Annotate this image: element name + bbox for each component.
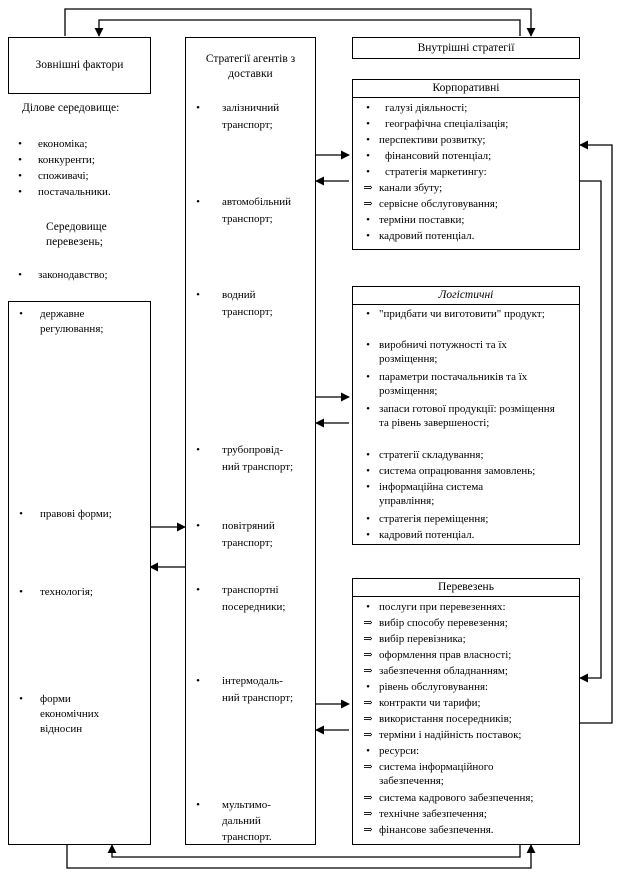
delivery-agents-box (185, 37, 316, 845)
internal-strategies-title: Внутрішні стратегії (417, 42, 515, 54)
delivery-agents-title-line1: Стратегії агентів з (205, 53, 296, 65)
transport-item: ⇒ використання посередників; (363, 713, 512, 725)
logistic-item: • стратегія переміщення; (366, 513, 489, 525)
logistic-item: • кадровий потенціал. (366, 529, 475, 541)
external-item: • законодавство; (18, 269, 108, 281)
internal-strategies-box (352, 37, 580, 59)
arrow-external-to-internal (65, 9, 531, 36)
transport-item: ⇒ забезпечення обладнанням; (363, 665, 508, 677)
logistic-item: • параметри постачальників та їх розміщення; (366, 371, 528, 397)
transport-item: ⇒ вибір перевізника; (363, 633, 466, 645)
transport-item: • рівень обслуговування: (366, 681, 489, 693)
transport-strategies-title: Перевезень (353, 579, 579, 597)
external-item: • економіка; (18, 138, 88, 150)
logistic-item: • запаси готової продукції: розміщення та рівень завершеності; (366, 403, 555, 429)
logistic-item: • стратегії складування; (366, 449, 484, 461)
agent-item: • транспортні посередники; (196, 584, 286, 613)
agent-item: • водний транспорт; (196, 289, 273, 318)
corporate-item: • стратегія маркетингу: (366, 166, 487, 178)
logistic-strategies-title: Логістичні (353, 287, 579, 305)
corporate-item: • географічна спеціалізація; (366, 118, 509, 130)
external-factors-lower-box (8, 301, 151, 845)
corporate-item: • кадровий потенціал. (366, 230, 475, 242)
corporate-item: ⇒ канали збуту; (363, 182, 443, 194)
transport-environment-title-line2: перевезень; (46, 236, 103, 248)
agent-item: • автомобільний транспорт; (196, 196, 292, 225)
arrow-transport-to-external (112, 845, 520, 857)
logistic-item: • виробничі потужності та їх розміщення; (366, 339, 507, 365)
external-item: • конкуренти; (18, 154, 95, 166)
transport-item: ⇒ технічне забезпечення; (363, 808, 487, 820)
arrow-internal-to-agents (99, 20, 520, 36)
delivery-agents-title-line2: доставки (228, 68, 273, 80)
transport-item: ⇒ система інформаційного забезпечення; (363, 761, 494, 787)
transport-item: • ресурси: (366, 745, 420, 757)
external-item: • правові форми; (19, 508, 112, 520)
logistic-item: • система опрацювання замовлень; (366, 465, 536, 477)
corporate-item: ⇒ сервісне обслуговування; (363, 198, 498, 210)
transport-strategies-box (352, 578, 580, 845)
external-item: • споживачі; (18, 170, 89, 182)
arrow-loop-corporate-to-transport (578, 181, 601, 678)
external-factors-title: Зовнішні фактори (35, 59, 124, 71)
agent-item: • інтермодаль- ний транспорт; (196, 675, 294, 704)
transport-environment-title-line1: Середовище (46, 221, 107, 233)
logistic-item: • "придбати чи виготовити" продукт; (366, 308, 545, 320)
external-item: • форми економічних відносин (19, 693, 100, 735)
corporate-item: • терміни поставки; (366, 214, 465, 226)
agent-item: • залізничний транспорт; (196, 102, 280, 131)
corporate-item: • галузі діяльності; (366, 102, 468, 114)
agent-item: • повітряний транспорт; (196, 520, 275, 549)
transport-item: ⇒ вибір способу перевезення; (363, 617, 508, 629)
logistic-item: • інформаційна система управління; (366, 481, 484, 507)
transport-item: ⇒ контракти чи тарифи; (363, 697, 481, 709)
transport-item: ⇒ система кадрового забезпечення; (363, 792, 534, 804)
corporate-item: • фінансовий потенціал; (366, 150, 492, 162)
corporate-strategies-title: Корпоративні (353, 80, 579, 98)
external-item: • технологія; (19, 586, 93, 598)
transport-item: ⇒ оформлення прав власності; (363, 649, 512, 661)
external-item: • постачальники. (18, 186, 111, 198)
business-environment-title: Ділове середовище: (22, 102, 120, 114)
transport-item: • послуги при перевезеннях: (366, 601, 506, 613)
external-factors-title-box (8, 37, 151, 94)
agent-item: • мультимо- дальний транспорт. (196, 799, 272, 843)
arrow-loop-transport-to-corporate (578, 145, 612, 723)
external-item: • державне регулювання; (19, 308, 104, 335)
corporate-strategies-box (352, 79, 580, 250)
corporate-item: • перспективи розвитку; (366, 134, 486, 146)
transport-item: ⇒ терміни і надійність поставок; (363, 729, 522, 741)
agent-item: • трубопровід- ний транспорт; (196, 444, 294, 473)
logistic-strategies-box (352, 286, 580, 545)
transport-item: ⇒ фінансове забезпечення. (363, 824, 494, 836)
